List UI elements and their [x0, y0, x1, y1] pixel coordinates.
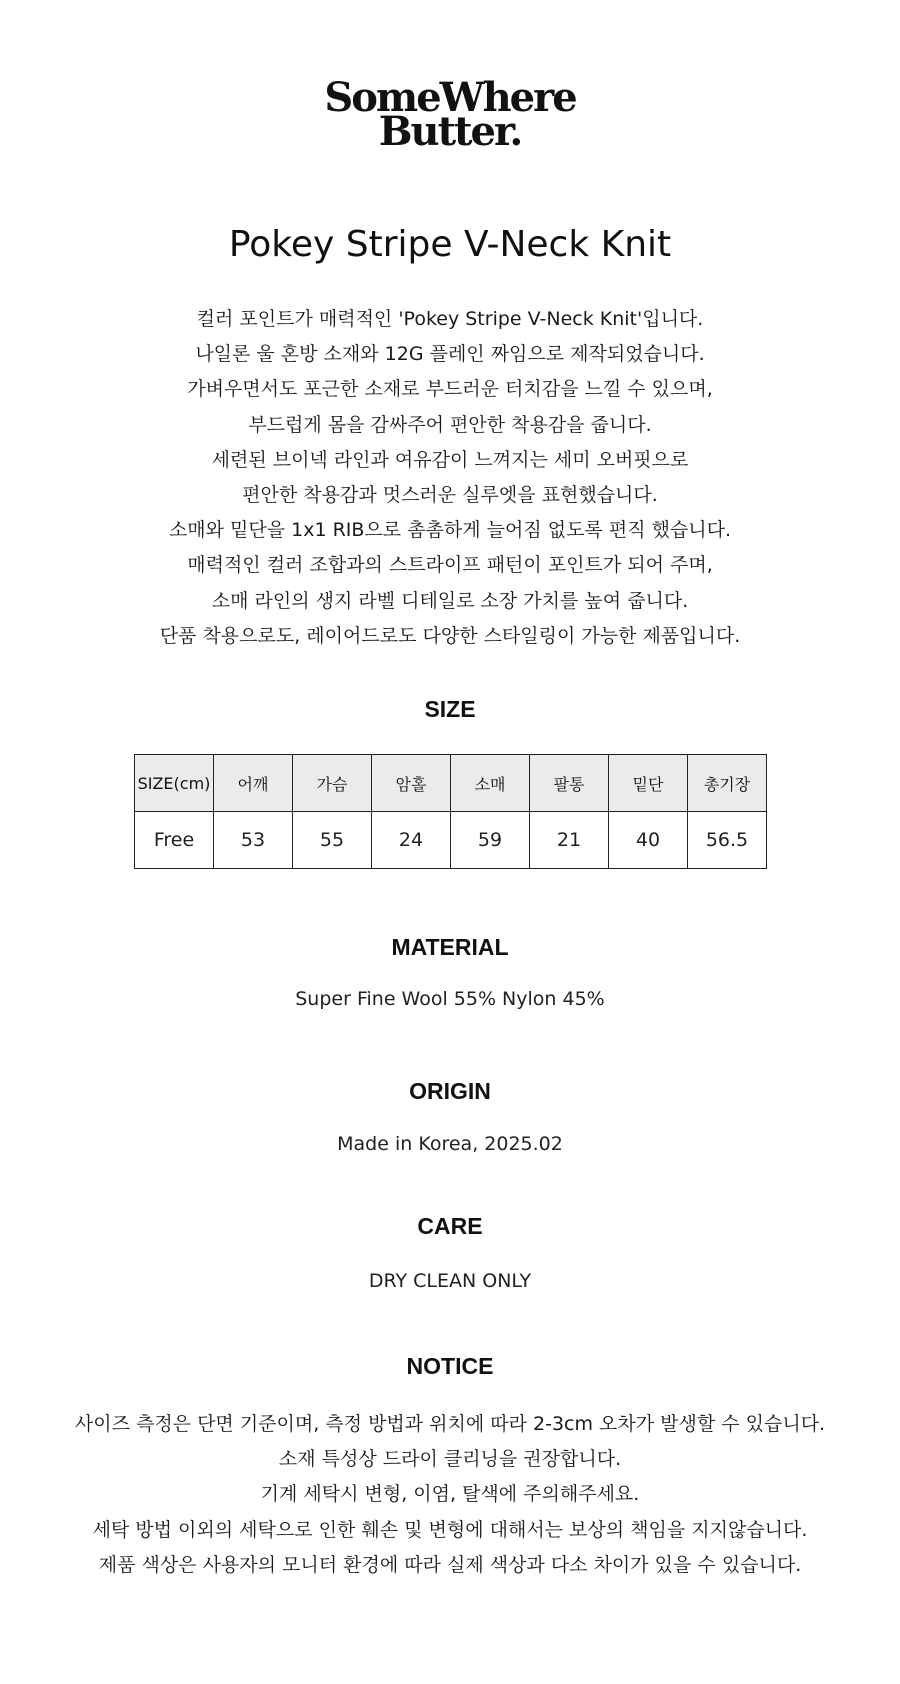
description-line: 매력적인 컬러 조합과의 스트라이프 패턴이 포인트가 되어 주며, [187, 554, 713, 577]
notice-heading: NOTICE [406, 1353, 494, 1379]
size-cell: 24 [372, 812, 451, 869]
care-text: DRY CLEAN ONLY [368, 1270, 532, 1292]
logo-line-2: Butter. [378, 108, 522, 155]
description-line: 부드럽게 몸을 감싸주어 편안한 착용감을 줍니다. [248, 413, 652, 436]
description-line: 소매 라인의 생지 라벨 디테일로 소장 가치를 높여 줍니다. [211, 589, 689, 612]
description-line: 나일론 울 혼방 소재와 12G 플레인 짜임으로 제작되었습니다. [195, 343, 705, 366]
description-line: 편안한 착용감과 멋스러운 실루엣을 표현했습니다. [242, 484, 658, 507]
size-table-row [135, 812, 767, 869]
origin-heading: ORIGIN [409, 1078, 491, 1104]
size-header-cell: 가슴 [293, 755, 372, 812]
size-cell: 40 [609, 812, 688, 869]
size-header-cell: 어깨 [214, 755, 293, 812]
description-line: 가벼우면서도 포근한 소재로 부드러운 터치감을 느낄 수 있으며, [187, 378, 713, 401]
size-cell: 56.5 [688, 812, 767, 869]
notice-line: 소재 특성상 드라이 클리닝을 권장합니다. [278, 1448, 622, 1471]
size-header-cell: 소매 [451, 755, 530, 812]
size-cell: 55 [293, 812, 372, 869]
size-cell: 59 [451, 812, 530, 869]
size-header-cell: SIZE(cm) [135, 755, 214, 812]
description-line: 세련된 브이넥 라인과 여유감이 느껴지는 세미 오버핏으로 [211, 448, 689, 471]
product-title: Pokey Stripe V-Neck Knit [228, 224, 672, 265]
description-line: 단품 착용으로도, 레이어드로도 다양한 스타일링이 가능한 제품입니다. [159, 624, 741, 647]
product-description [0, 302, 900, 654]
notice-line: 기계 세탁시 변형, 이염, 탈색에 주의해주세요. [260, 1483, 640, 1506]
notice-line: 제품 색상은 사용자의 모니터 환경에 따라 실제 색상과 다소 차이가 있을 수 있습니다. [98, 1553, 802, 1576]
logo-line-1: SomeWhere [324, 74, 576, 121]
brand-logo [0, 74, 900, 155]
size-cell: Free [135, 812, 214, 869]
size-header-cell: 밑단 [609, 755, 688, 812]
size-cell: 53 [214, 812, 293, 869]
size-table-header-row [135, 755, 767, 812]
notice-line: 세탁 방법 이외의 세탁으로 인한 훼손 및 변형에 대해서는 보상의 책임을 지지않습니다. [92, 1518, 808, 1541]
material-heading: MATERIAL [391, 934, 509, 960]
size-heading: SIZE [424, 696, 476, 722]
size-header-cell: 암홀 [372, 755, 451, 812]
notice-line: 사이즈 측정은 단면 기준이며, 측정 방법과 위치에 따라 2-3cm 오차가 발생할 수 있습니다. [74, 1413, 826, 1435]
origin-text: Made in Korea, 2025.02 [337, 1133, 563, 1155]
size-header-cell: 총기장 [688, 755, 767, 812]
care-heading: CARE [417, 1213, 483, 1239]
size-cell: 21 [530, 812, 609, 869]
notice-list [0, 1407, 900, 1583]
material-text: Super Fine Wool 55% Nylon 45% [295, 988, 605, 1010]
size-table [134, 754, 767, 869]
description-line: 소매와 밑단을 1x1 RIB으로 촘촘하게 늘어짐 없도록 편직 했습니다. [168, 519, 732, 542]
size-header-cell: 팔통 [530, 755, 609, 812]
description-line: 컬러 포인트가 매력적인 'Pokey Stripe V-Neck Knit'입니다. [196, 308, 704, 330]
